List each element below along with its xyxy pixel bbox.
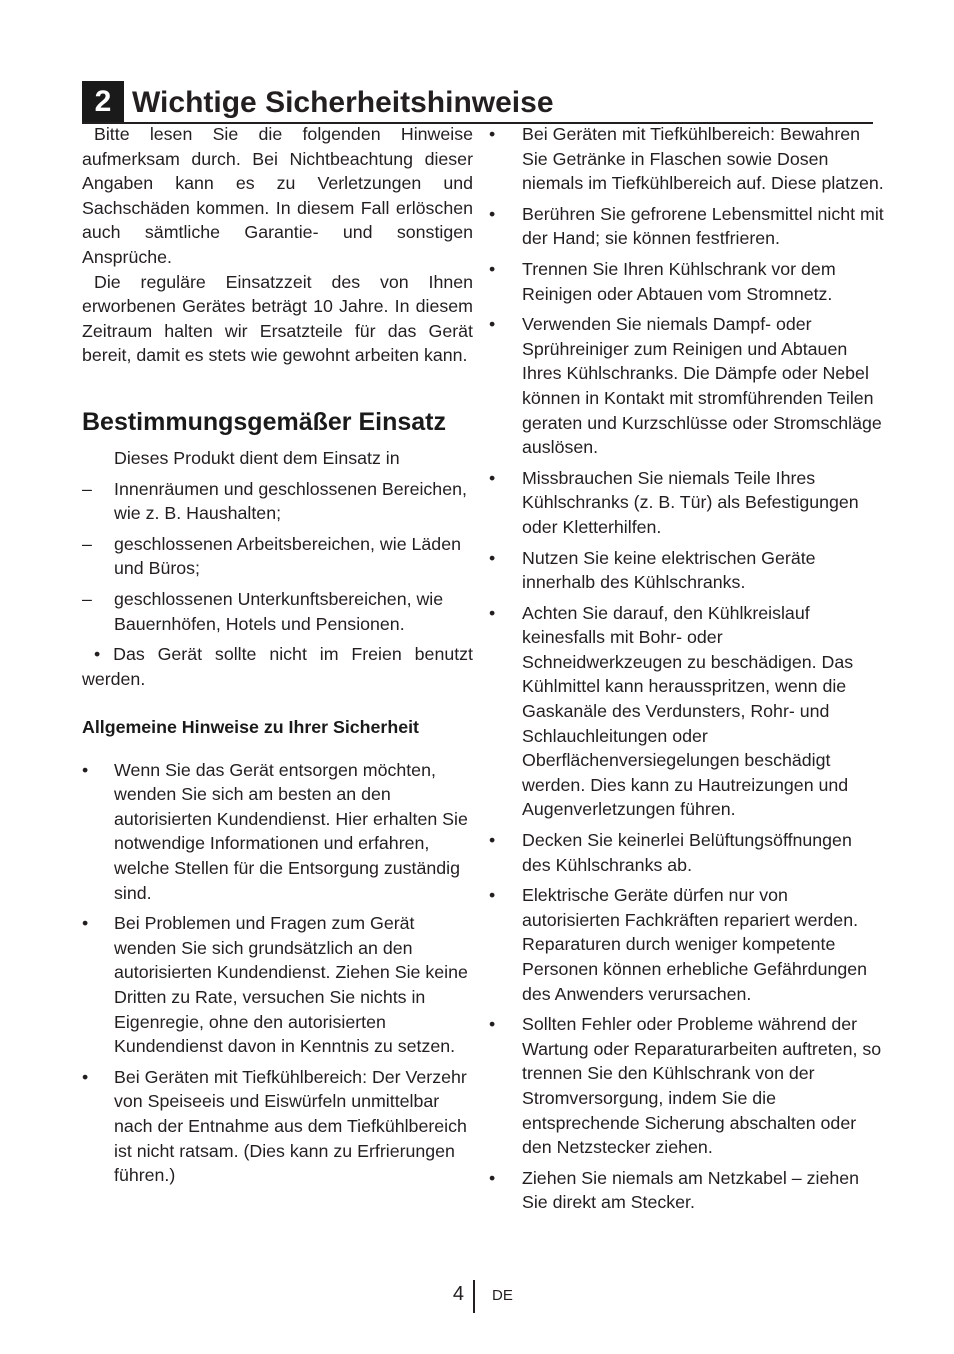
- list-item-text: Wenn Sie das Gerät entsorgen möchten, wenden Sie sich am besten an den autorisierten Kundendienst. Hier erhalten Sie notwendige Informationen und erfahren, welche Stellen für die Entsorgung zuständig sind.: [114, 759, 468, 903]
- bullet-marker: •: [489, 1014, 496, 1035]
- list-item: [82, 911, 473, 1059]
- list-item: [487, 312, 884, 460]
- dash-marker: –: [82, 588, 92, 609]
- list-item: [487, 202, 884, 251]
- list-item-text: Decken Sie keinerlei Belüftungsöffnungen des Kühlschranks ab.: [522, 830, 852, 875]
- page-footer: [0, 1280, 954, 1314]
- list-item-text: Sollten Fehler oder Probleme während der Wartung oder Reparaturarbeiten auftreten, so trennen Sie den Kühlschrank von der Stromversorgung, indem Sie die entsprechende Sicherung abschalten oder den Netzstecker ziehen.: [522, 1014, 882, 1158]
- bullet-marker: •: [489, 830, 496, 851]
- bullet-marker: •: [82, 1066, 89, 1087]
- list-item-text: Elektrische Geräte dürfen nur von autorisierten Fachkräften repariert werden. Reparaturen durch weniger kompetente Personen können erhebliche Gefährdungen des Anwenders verursachen.: [522, 885, 868, 1004]
- list-item-text: Nutzen Sie keine elektrischen Geräte innerhalb des Kühlschranks.: [522, 547, 816, 593]
- list-item-text: Innenräumen und geschlossenen Bereichen, wie z. B. Haushalten;: [114, 478, 467, 524]
- list-item: [82, 758, 473, 906]
- list-item: [487, 122, 884, 196]
- bullet-marker: •: [489, 1167, 496, 1188]
- list-item: [487, 1166, 884, 1215]
- chapter-header: [82, 81, 873, 122]
- list-item-text: Trennen Sie Ihren Kühlschrank vor dem Reinigen oder Abtauen vom Stromnetz.: [522, 258, 836, 304]
- footer-divider: [473, 1280, 475, 1313]
- list-item: [82, 587, 473, 636]
- list-item-text: geschlossenen Unterkunftsbereichen, wie Bauernhöfen, Hotels und Pensionen.: [114, 588, 444, 634]
- list-item: [487, 1012, 884, 1160]
- page-number: 4: [452, 1283, 464, 1305]
- list-item: [487, 466, 884, 540]
- section-heading-intended-use: Bestimmungsgemäßer Einsatz: [82, 407, 446, 436]
- left-column: [82, 122, 473, 1194]
- chapter-number-badge: 2: [82, 81, 124, 122]
- bullet-marker: •: [489, 258, 496, 279]
- bullet-marker: •: [82, 913, 89, 934]
- right-column: [487, 122, 884, 1221]
- list-item: [487, 257, 884, 306]
- bullet-marker: •: [489, 547, 496, 568]
- list-item-text: Achten Sie darauf, den Kühlkreislauf keinesfalls mit Bohr- oder Schneidwerkzeugen zu beschädigen. Das Kühlmittel kann herausspritzen, wenn die Gaskanäle des Verdunsters, Rohr- und Schlauchleitungen oder Oberflächenversiegelungen beschädigt werden. Dies kann zu Hautreizungen und Augenverletzungen führen.: [522, 602, 854, 820]
- list-item-text: Bei Problemen und Fragen zum Gerät wenden Sie sich grundsätzlich an den autorisierten Kundendienst. Ziehen Sie keine Dritten zu Rate, versuchen Sie nichts in Eigenregie, ohne den autorisierten Kundendienst davon in Kenntnis zu setzen.: [114, 913, 468, 1057]
- list-item-text: Missbrauchen Sie niemals Teile Ihres Kühlschranks (z. B. Tür) als Befestigungen oder Kletterhilfen.: [522, 467, 859, 537]
- list-item: [487, 546, 884, 595]
- bullet-marker: •: [489, 602, 496, 623]
- list-item-text: Bei Geräten mit Tiefkühlbereich: Bewahren Sie Getränke in Flaschen sowie Dosen niemals im Tiefkühlbereich auf. Diese platzen.: [522, 124, 884, 194]
- dash-marker: –: [82, 533, 92, 554]
- intended-use-lead: Dieses Produkt dient dem Einsatz in: [114, 447, 400, 468]
- chapter-title: Wichtige Sicherheitshinweise: [132, 86, 554, 119]
- safety-list-right: [487, 122, 884, 1215]
- list-item: [487, 883, 884, 1006]
- dash-marker: –: [82, 478, 92, 499]
- outdoor-use-note: • Das Gerät sollte nicht im Freien benutzt werden.: [82, 644, 473, 689]
- bullet-marker: •: [489, 203, 496, 224]
- language-code: DE: [492, 1287, 513, 1304]
- bullet-marker: •: [489, 467, 496, 488]
- list-item: [487, 828, 884, 877]
- bullet-marker: •: [489, 314, 496, 335]
- list-item: [487, 601, 884, 822]
- list-item: [82, 477, 473, 526]
- list-item-text: Berühren Sie gefrorene Lebensmittel nicht mit der Hand; sie können festfrieren.: [522, 203, 884, 249]
- bullet-marker: •: [489, 124, 496, 144]
- section-heading-general-safety: Allgemeine Hinweise zu Ihrer Sicherheit: [82, 717, 419, 738]
- list-item-text: Ziehen Sie niemals am Netzkabel – ziehen Sie direkt am Stecker.: [522, 1167, 860, 1213]
- intended-use-list: [82, 477, 473, 637]
- list-item: [82, 532, 473, 581]
- list-item-text: Bei Geräten mit Tiefkühlbereich: Der Verzehr von Speiseeis und Eiswürfeln unmittelbar nach der Entnahme aus dem Tiefkühlbereich ist nicht ratsam. (Dies kann zu Erfrierungen führen.): [114, 1066, 467, 1186]
- bullet-marker: •: [489, 885, 496, 906]
- bullet-marker: •: [82, 759, 89, 780]
- list-item: [82, 1065, 473, 1188]
- safety-list-left: [82, 758, 473, 1188]
- list-item-text: geschlossenen Arbeitsbereichen, wie Läden und Büros;: [114, 533, 461, 579]
- intro-paragraph: Bitte lesen Sie die folgenden Hinweise aufmerksam durch. Bei Nichtbeachtung dieser Angaben kann es zu Verletzungen und Sachschäden kommen. In diesem Fall erlöschen auch sämtliche Garantie- und sonstigen Ansprüche.: [82, 124, 473, 267]
- list-item-text: Verwenden Sie niemals Dampf- oder Sprühreiniger zum Reinigen und Abtauen Ihres Kühlschranks. Die Dämpfe oder Nebel können in Kontakt mit stromführenden Teilen geraten und Kurzschlüsse oder Stromschläge auslösen.: [522, 314, 882, 458]
- intro-paragraph: Die reguläre Einsatzzeit des von Ihnen erworbenen Gerätes beträgt 10 Jahre. In diesem Zeitraum halten wir Ersatzteile für das Gerät bereit, damit es stets wie gewohnt arbeiten kann.: [82, 271, 473, 366]
